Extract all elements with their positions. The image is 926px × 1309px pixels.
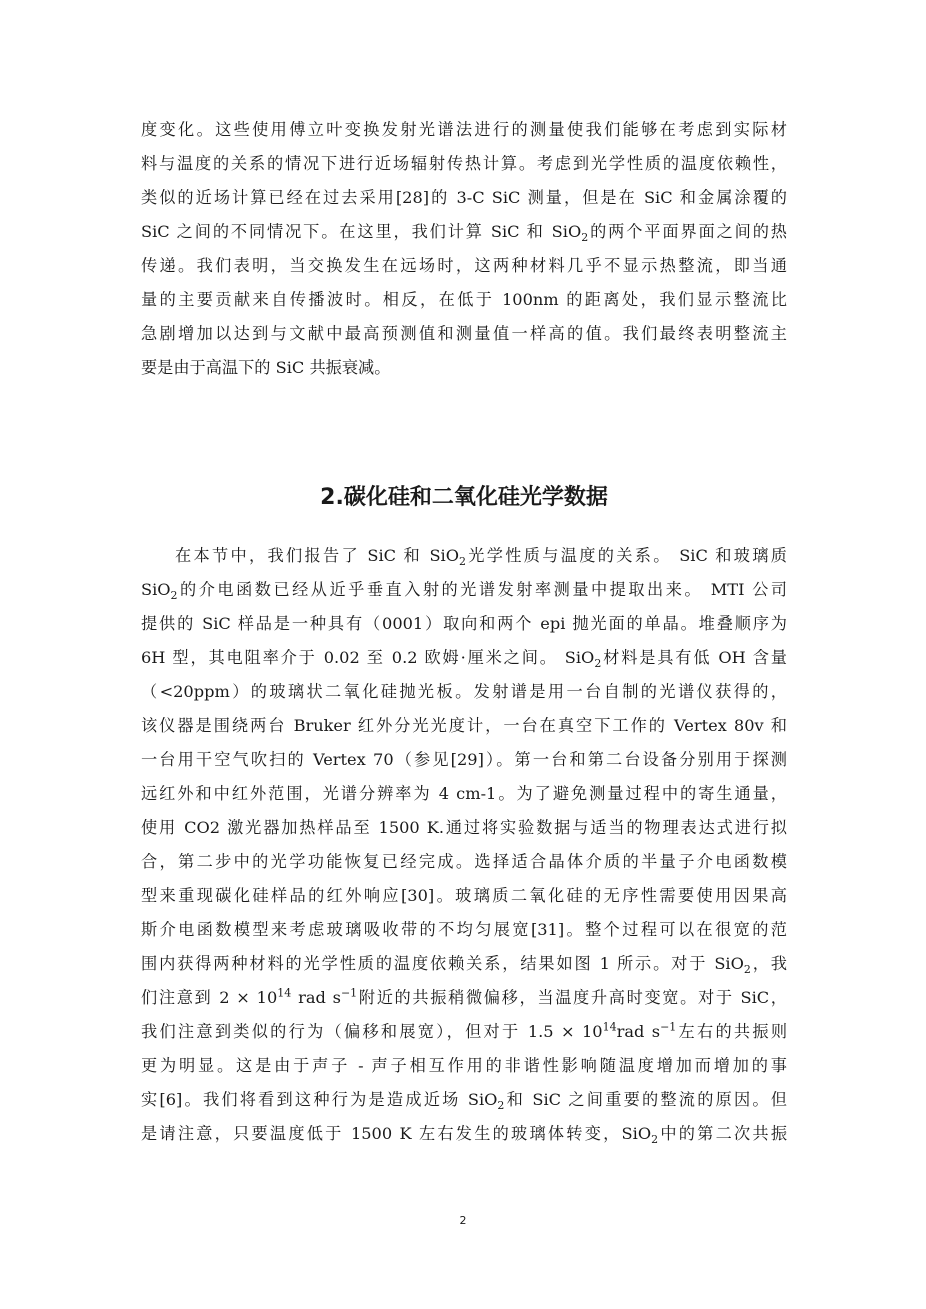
text-line: 类似的近场计算已经在过去采用[28]的 3-C SiC 测量，但是在 SiC 和金属涂覆的 bbox=[141, 188, 787, 207]
text-line: 围内获得两种材料的光学性质的温度依赖关系，结果如图 1 所示。对于 SiO$_2$，我 bbox=[141, 954, 787, 977]
text-line: （<20ppm）的玻璃状二氧化硅抛光板。发射谱是用一台自制的光谱仪获得的， bbox=[141, 682, 787, 701]
text-line: 实[6]。我们将看到这种行为是造成近场 SiO$_2$和 SiC 之间重要的整流的原因。但 bbox=[141, 1090, 787, 1113]
text-line: 提供的 SiC 样品是一种具有（0001）取向和两个 epi 抛光面的单晶。堆叠顺序为 bbox=[141, 614, 787, 633]
text-line: 远红外和中红外范围，光谱分辨率为 4 cm-1。为了避免测量过程中的寄生通量， bbox=[141, 784, 787, 803]
intro-paragraph bbox=[141, 113, 787, 385]
text-line: 在本节中，我们报告了 SiC 和 SiO$_2$光学性质与温度的关系。 SiC 和玻璃质 bbox=[175, 546, 787, 569]
text-line: 我们注意到类似的行为（偏移和展宽），但对于 $1.5 \times 10^{14}rad$ $s^{-1}$左右的共振则 bbox=[141, 1020, 787, 1041]
text-line: SiC 之间的不同情况下。在这里，我们计算 SiC 和 SiO$_2$的两个平面界面之间的热 bbox=[141, 222, 787, 245]
section-heading: 2.碳化硅和二氧化硅光学数据 bbox=[320, 485, 608, 510]
text-line: 量的主要贡献来自传播波时。相反，在低于 100nm 的距离处，我们显示整流比 bbox=[141, 290, 787, 309]
page-number: 2 bbox=[459, 1214, 467, 1227]
section-paragraph bbox=[141, 539, 787, 1151]
text-line: 急剧增加以达到与文献中最高预测值和测量值一样高的值。我们最终表明整流主 bbox=[141, 324, 787, 343]
text-line: 使用 CO2 激光器加热样品至 1500 K.通过将实验数据与适当的物理表达式进行拟 bbox=[141, 818, 787, 837]
text-line: 度变化。这些使用傅立叶变换发射光谱法进行的测量使我们能够在考虑到实际材 bbox=[141, 120, 787, 139]
text-line: 该仪器是围绕两台 Bruker 红外分光光度计，一台在真空下工作的 Vertex 80v 和 bbox=[141, 716, 787, 735]
text-line: 合，第二步中的光学功能恢复已经完成。选择适合晶体介质的半量子介电函数模 bbox=[141, 852, 787, 871]
text-line: 传递。我们表明，当交换发生在远场时，这两种材料几乎不显示热整流，即当通 bbox=[141, 256, 787, 275]
text-line: 6H 型，其电阻率介于 0.02 至 0.2 欧姆·厘米之间。 SiO$_2$材料是具有低 OH 含量 bbox=[141, 648, 787, 671]
text-line: 一台用干空气吹扫的 Vertex 70（参见[29]）。第一台和第二台设备分别用于探测 bbox=[141, 750, 787, 769]
text-line: 要是由于高温下的 SiC 共振衰减。 bbox=[141, 358, 391, 377]
text-line: 更为明显。这是由于声子 - 声子相互作用的非谐性影响随温度增加而增加的事 bbox=[141, 1056, 787, 1075]
text-line: 型来重现碳化硅样品的红外响应[30]。玻璃质二氧化硅的无序性需要使用因果高 bbox=[141, 886, 787, 905]
text-line: 是请注意，只要温度低于 1500 K 左右发生的玻璃体转变，SiO$_2$中的第二次共振 bbox=[141, 1124, 787, 1147]
text-line: SiO$_2$的介电函数已经从近乎垂直入射的光谱发射率测量中提取出来。 MTI 公司 bbox=[141, 580, 787, 603]
text-line: 料与温度的关系的情况下进行近场辐射传热计算。考虑到光学性质的温度依赖性， bbox=[141, 154, 787, 173]
text-line: 们注意到 $2 \times 10^{14}$ rad $s^{-1}$附近的共振稍微偏移，当温度升高时变宽。对于 SiC， bbox=[141, 986, 787, 1007]
text-line: 斯介电函数模型来考虑玻璃吸收带的不均匀展宽[31]。整个过程可以在很宽的范 bbox=[141, 920, 787, 939]
